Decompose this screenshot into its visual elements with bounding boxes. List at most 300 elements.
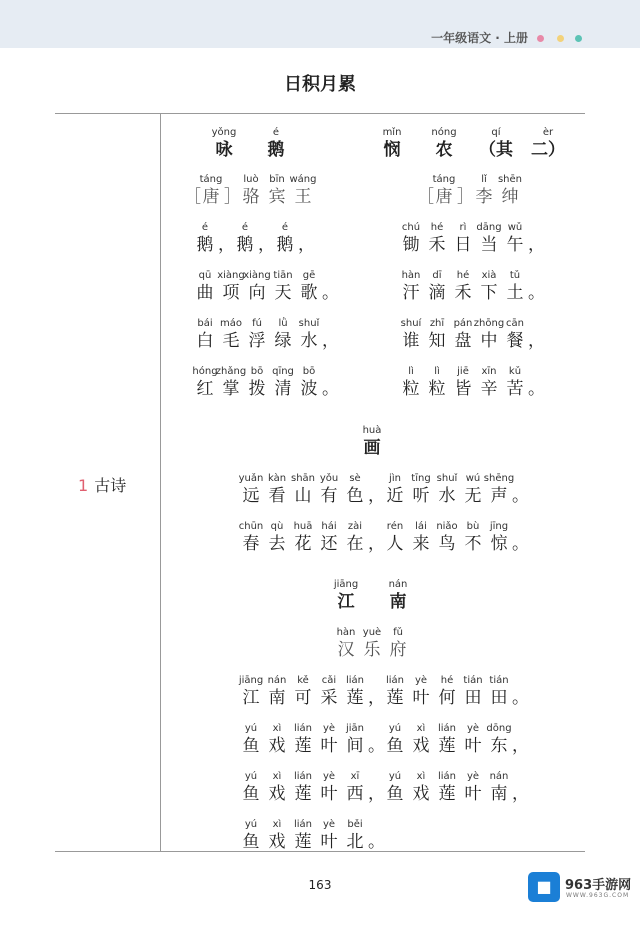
hanzi: 可 (294, 688, 312, 708)
pinyin: zhōng (473, 318, 505, 329)
watermark-url: WWW.963G.COM (566, 892, 630, 899)
pinyin (502, 769, 536, 784)
character-unit (372, 577, 424, 612)
hanzi: 农 (435, 140, 453, 160)
character-unit (250, 125, 302, 160)
pinyin: shuǐ (298, 318, 320, 329)
character-unit (385, 625, 411, 660)
pinyin: lián (345, 675, 365, 686)
hanzi: 唐 (435, 187, 453, 207)
hanzi: 锄 (402, 235, 420, 255)
pinyin: qí (491, 127, 501, 138)
hanzi: 田 (464, 688, 482, 708)
pinyin: wǔ (507, 222, 523, 233)
hanzi: 苦 (506, 379, 524, 399)
pinyin: xiàng (217, 270, 245, 281)
hanzi: 骆 (242, 187, 260, 207)
hanzi: 水 (438, 486, 456, 506)
section-number: 1 (78, 476, 89, 495)
pinyin: jiē (457, 366, 469, 377)
hanzi: 鹅 (236, 235, 254, 255)
hanzi: ， (528, 331, 545, 351)
pinyin: é (281, 222, 289, 233)
poem-author (417, 172, 523, 207)
hanzi: 项 (222, 283, 240, 303)
pinyin: zhǎng (215, 366, 247, 377)
hanzi: 。 (512, 534, 529, 554)
pinyin: lì (408, 366, 414, 377)
pinyin: lián (437, 723, 457, 734)
hanzi: 日 (454, 235, 472, 255)
pinyin: rén (386, 521, 404, 532)
hanzi: ， (512, 784, 529, 804)
watermark-name: 963手游网 (565, 878, 632, 893)
pinyin: xià (481, 270, 497, 281)
hanzi: 看 (268, 486, 286, 506)
pinyin: wú (465, 473, 481, 484)
pinyin: dī (432, 270, 442, 281)
hanzi: 戏 (412, 784, 430, 804)
hanzi: 。 (512, 486, 529, 506)
poem-line (238, 673, 529, 708)
pinyin: táng (199, 174, 223, 185)
hanzi: 宾 (268, 187, 286, 207)
pinyin: shēng (483, 473, 515, 484)
poem-title (320, 577, 424, 612)
pinyin: lián (293, 819, 313, 830)
pinyin: yǒng (211, 127, 237, 138)
pinyin: mǐn (382, 127, 402, 138)
pinyin: yú (388, 771, 402, 782)
hanzi: 山 (294, 486, 312, 506)
poem-line (398, 268, 545, 303)
pinyin: é (241, 222, 249, 233)
pinyin: luò (243, 174, 259, 185)
poem-line (398, 220, 545, 255)
hanzi: 鸟 (438, 534, 456, 554)
pinyin: lái (415, 521, 427, 532)
pinyin: sè (349, 473, 361, 484)
hanzi: 戏 (268, 784, 286, 804)
hanzi: 画 (363, 438, 381, 458)
character-unit (322, 364, 339, 399)
hanzi: 戏 (268, 832, 286, 852)
pinyin: lǐ (481, 174, 487, 185)
hanzi: 辛 (480, 379, 498, 399)
pinyin: jiān (345, 723, 365, 734)
hanzi: ， (528, 235, 545, 255)
pinyin: xì (416, 771, 426, 782)
pinyin: bù (466, 521, 480, 532)
hanzi: 浮 (248, 331, 266, 351)
hanzi: 乐 (363, 640, 381, 660)
hanzi: 北 (346, 832, 364, 852)
pinyin (312, 364, 346, 379)
hanzi: 波 (300, 379, 318, 399)
hanzi: 莲 (438, 784, 456, 804)
hanzi: ， (218, 235, 235, 255)
poem-title (198, 125, 302, 160)
pinyin: kàn (267, 473, 287, 484)
hanzi: 皆 (454, 379, 472, 399)
pinyin: huà (362, 425, 382, 436)
pinyin: lì (434, 366, 440, 377)
hanzi: 莲 (346, 688, 364, 708)
hanzi: 西 (346, 784, 364, 804)
pinyin (312, 316, 346, 331)
pinyin (518, 268, 552, 283)
pinyin: yuǎn (238, 473, 264, 484)
pinyin: lián (293, 771, 313, 782)
pinyin: hé (456, 270, 470, 281)
character-unit (322, 268, 339, 303)
pinyin: tīng (411, 473, 431, 484)
hanzi: 来 (412, 534, 430, 554)
pinyin: zhī (429, 318, 445, 329)
hanzi: 红 (196, 379, 214, 399)
yellow-dot-icon (557, 35, 564, 42)
pinyin: táng (432, 174, 456, 185)
hanzi: 春 (242, 534, 260, 554)
pinyin: nán (489, 771, 509, 782)
pinyin (518, 364, 552, 379)
hanzi: 叶 (464, 784, 482, 804)
pinyin: chú (401, 222, 421, 233)
character-unit (512, 519, 529, 554)
poem-line (398, 364, 545, 399)
pinyin: máo (220, 318, 242, 329)
hanzi: 鱼 (242, 784, 260, 804)
hanzi: 何 (438, 688, 456, 708)
hanzi: ］ (224, 187, 241, 207)
pinyin: bō (302, 366, 316, 377)
poem-title (366, 125, 574, 160)
hanzi: 李 (475, 187, 493, 207)
poem-title (346, 423, 398, 458)
hanzi: 江 (242, 688, 260, 708)
pinyin: dāng (476, 222, 502, 233)
poem-author (333, 625, 411, 660)
pinyin: běi (347, 819, 363, 830)
page-number: 163 (308, 878, 332, 892)
hanzi: 粒 (402, 379, 420, 399)
hanzi: 掌 (222, 379, 240, 399)
hanzi: 歌 (300, 283, 318, 303)
pinyin: tǔ (509, 270, 521, 281)
hanzi: 拨 (248, 379, 266, 399)
hanzi: 在 (346, 534, 364, 554)
character-unit (528, 316, 545, 351)
pink-dot-icon (537, 35, 544, 42)
pinyin (502, 673, 536, 688)
table-top-border (55, 113, 585, 114)
pinyin: yè (322, 819, 336, 830)
page-header (0, 0, 640, 48)
hanzi: 间 (346, 736, 364, 756)
hanzi: 莲 (386, 688, 404, 708)
hanzi: 汉 (337, 640, 355, 660)
pinyin: chūn (238, 521, 264, 532)
hanzi: 二） (531, 140, 565, 160)
hanzi: 咏 (215, 140, 233, 160)
hanzi: 午 (506, 235, 524, 255)
hanzi: 叶 (412, 688, 430, 708)
watermark-logo-icon: ■ (528, 872, 560, 902)
hanzi: 鱼 (242, 832, 260, 852)
pinyin: shān (290, 473, 315, 484)
hanzi: 盘 (454, 331, 472, 351)
pinyin: lǜ (278, 318, 288, 329)
poem-line (238, 721, 529, 756)
character-unit (346, 423, 398, 458)
pinyin: jiāng (333, 579, 359, 590)
pinyin: pán (453, 318, 473, 329)
hanzi: 谁 (402, 331, 420, 351)
pinyin: hóng (192, 366, 218, 377)
hanzi: 清 (274, 379, 292, 399)
pinyin: yè (466, 723, 480, 734)
pinyin: bái (197, 318, 213, 329)
pinyin: rì (459, 222, 467, 233)
poem-line (192, 268, 339, 303)
hanzi: 王 (294, 187, 312, 207)
hanzi: 唐 (202, 187, 220, 207)
pinyin: yǒu (319, 473, 339, 484)
pinyin: cān (506, 318, 524, 329)
hanzi: 粒 (428, 379, 446, 399)
hanzi: 鱼 (242, 736, 260, 756)
pinyin: nán (388, 579, 408, 590)
hanzi: 声 (490, 486, 508, 506)
pinyin: nán (267, 675, 287, 686)
hanzi: 中 (480, 331, 498, 351)
pinyin: fǔ (393, 627, 403, 638)
pinyin: hàn (336, 627, 356, 638)
character-unit (322, 316, 339, 351)
hanzi: 土 (506, 283, 524, 303)
hanzi: 东 (490, 736, 508, 756)
pinyin: jīng (489, 521, 509, 532)
hanzi: 向 (248, 283, 266, 303)
pinyin: shēn (497, 174, 523, 185)
hanzi: 田 (490, 688, 508, 708)
character-unit (497, 172, 523, 207)
hanzi: 近 (386, 486, 404, 506)
pinyin: dōng (486, 723, 512, 734)
pinyin: shuǐ (436, 473, 458, 484)
pinyin: yú (388, 723, 402, 734)
table-column-divider (160, 113, 161, 851)
hanzi: 餐 (506, 331, 524, 351)
pinyin: huā (293, 521, 313, 532)
pinyin: yè (466, 771, 480, 782)
hanzi: 莲 (294, 832, 312, 852)
hanzi: 天 (274, 283, 292, 303)
pinyin: yuè (362, 627, 382, 638)
pinyin (518, 316, 552, 331)
pinyin: hái (321, 521, 337, 532)
pinyin: kě (297, 675, 309, 686)
pinyin: xì (272, 723, 282, 734)
hanzi: 鹅 (267, 140, 285, 160)
page-title: 日积月累 (284, 74, 356, 95)
hanzi: 禾 (428, 235, 446, 255)
hanzi: 滴 (428, 283, 446, 303)
pinyin: jìn (389, 473, 401, 484)
pinyin: yú (244, 723, 258, 734)
hanzi: 叶 (320, 736, 338, 756)
pinyin: é (201, 222, 209, 233)
character-unit (528, 364, 545, 399)
poem-line (398, 316, 545, 351)
hanzi: 还 (320, 534, 338, 554)
pinyin: qù (270, 521, 284, 532)
hanzi: 毛 (222, 331, 240, 351)
pinyin: lián (437, 771, 457, 782)
pinyin (502, 471, 536, 486)
hanzi: 听 (412, 486, 430, 506)
hanzi: 无 (464, 486, 482, 506)
hanzi: 汗 (402, 283, 420, 303)
character-unit (290, 172, 316, 207)
pinyin (518, 220, 552, 235)
pinyin: yè (322, 771, 336, 782)
hanzi: 禾 (454, 283, 472, 303)
hanzi: 悯 (383, 140, 401, 160)
pinyin: wáng (289, 174, 317, 185)
poem-line (238, 769, 529, 804)
hanzi: 。 (528, 283, 545, 303)
pinyin: bīn (269, 174, 285, 185)
hanzi: 水 (300, 331, 318, 351)
hanzi: 鹅 (276, 235, 294, 255)
hanzi: 戏 (412, 736, 430, 756)
pinyin: xì (416, 723, 426, 734)
hanzi: 色 (346, 486, 364, 506)
pinyin: kǔ (508, 366, 522, 377)
pinyin (312, 268, 346, 283)
pinyin: yú (244, 819, 258, 830)
hanzi: ， (298, 235, 315, 255)
pinyin: shuí (400, 318, 422, 329)
poem-line (238, 471, 529, 506)
pinyin: xiàng (243, 270, 271, 281)
hanzi: 鱼 (386, 736, 404, 756)
hanzi: 戏 (268, 736, 286, 756)
hanzi: 鹅 (196, 235, 214, 255)
hanzi: 去 (268, 534, 286, 554)
pinyin: niǎo (436, 521, 458, 532)
hanzi: 莲 (294, 736, 312, 756)
pinyin (502, 519, 536, 534)
character-unit (528, 220, 545, 255)
hanzi: 叶 (464, 736, 482, 756)
pinyin: lián (293, 723, 313, 734)
hanzi: （其 (479, 140, 513, 160)
hanzi: 南 (268, 688, 286, 708)
pinyin: nóng (431, 127, 457, 138)
hanzi: 不 (464, 534, 482, 554)
poem-line (192, 316, 339, 351)
character-unit (512, 471, 529, 506)
character-unit (522, 125, 574, 160)
hanzi: 叶 (320, 832, 338, 852)
hanzi: 鱼 (386, 784, 404, 804)
section-label (78, 473, 126, 496)
pinyin: lián (385, 675, 405, 686)
character-unit (512, 673, 529, 708)
hanzi: ， (322, 331, 339, 351)
hanzi: 远 (242, 486, 260, 506)
pinyin (502, 721, 536, 736)
hanzi: 。 (322, 379, 339, 399)
pinyin: tián (463, 675, 483, 686)
pinyin: èr (542, 127, 554, 138)
book-label: 一年级语文 · 上册 (431, 31, 528, 45)
hanzi: 府 (389, 640, 407, 660)
hanzi: ， (368, 688, 385, 708)
hanzi: 绅 (501, 187, 519, 207)
hanzi: 白 (196, 331, 214, 351)
hanzi: 南 (490, 784, 508, 804)
hanzi: ］ (457, 187, 474, 207)
hanzi: ［ (184, 187, 201, 207)
pinyin: cǎi (321, 675, 337, 686)
hanzi: 莲 (438, 736, 456, 756)
hanzi: 采 (320, 688, 338, 708)
hanzi: 下 (480, 283, 498, 303)
pinyin: xì (272, 819, 282, 830)
poem-line (192, 220, 315, 255)
pinyin (288, 220, 322, 235)
hanzi: 。 (528, 379, 545, 399)
pinyin: yè (414, 675, 428, 686)
pinyin: hé (440, 675, 454, 686)
hanzi: 江 (337, 592, 355, 612)
hanzi: 人 (386, 534, 404, 554)
pinyin: gē (302, 270, 316, 281)
poem-line (238, 817, 385, 852)
character-unit (528, 268, 545, 303)
poem-author (184, 172, 316, 207)
hanzi: 叶 (320, 784, 338, 804)
hanzi: ， (368, 486, 385, 506)
pinyin: é (272, 127, 280, 138)
pinyin: zài (347, 521, 363, 532)
hanzi: 惊 (490, 534, 508, 554)
hanzi: 知 (428, 331, 446, 351)
hanzi: ［ (417, 187, 434, 207)
pinyin: xīn (481, 366, 497, 377)
poem-line (238, 519, 529, 554)
hanzi: 莲 (294, 784, 312, 804)
character-unit (512, 769, 529, 804)
pinyin: xì (272, 771, 282, 782)
character-unit (368, 817, 385, 852)
pinyin: yè (322, 723, 336, 734)
hanzi: ， (368, 534, 385, 554)
pinyin (358, 817, 392, 832)
poem-line (192, 364, 339, 399)
character-unit (512, 721, 529, 756)
hanzi: 有 (320, 486, 338, 506)
pinyin: qū (198, 270, 212, 281)
hanzi: 当 (480, 235, 498, 255)
pinyin: qīng (272, 366, 294, 377)
hanzi: 。 (368, 736, 385, 756)
hanzi: 。 (512, 688, 529, 708)
pinyin: bō (250, 366, 264, 377)
